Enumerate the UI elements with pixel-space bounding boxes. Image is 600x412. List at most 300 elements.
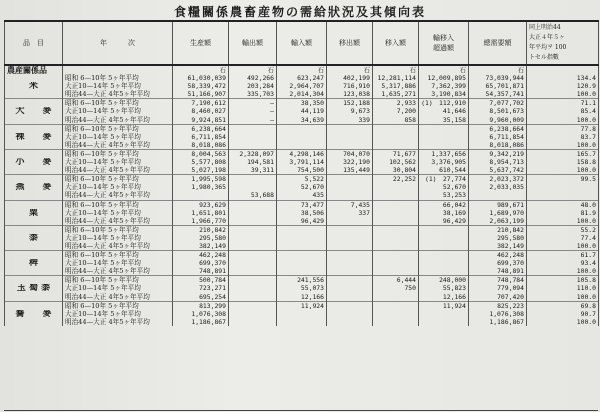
export-value: 53,688 (229, 191, 277, 200)
excess-value (419, 259, 469, 267)
index-value: 100.0 (527, 293, 599, 302)
move-out-value (327, 276, 373, 285)
unit-import: 石 (277, 65, 327, 74)
total-value: 8,018,086 (469, 141, 527, 150)
production-value: 462,248 (173, 251, 229, 260)
excess-value: 12,166 (419, 293, 469, 302)
index-value: 48.0 (527, 200, 599, 209)
move-out-value (327, 175, 373, 184)
move-in-value (373, 267, 419, 276)
import-value (277, 124, 327, 133)
import-value: 38,350 (277, 99, 327, 108)
excess-value: 55,823 (419, 284, 469, 292)
move-out-value (327, 141, 373, 150)
move-in-value: 71,677 (373, 149, 419, 158)
index-value: 69.8 (527, 301, 599, 310)
period-label: 昭和 6—10年 5ヶ年平均 (63, 124, 173, 133)
production-value: 1,076,308 (173, 310, 229, 318)
header-export: 輸出額 (229, 21, 277, 65)
move-in-value (373, 217, 419, 226)
export-value: — (229, 116, 277, 125)
production-value: 1,186,867 (173, 318, 229, 326)
period-label: 大正10—14年 5ヶ年平均 (63, 183, 173, 191)
export-value: 39,311 (229, 166, 277, 175)
index-value: 100.0 (527, 141, 599, 150)
move-in-value: 22,252 (373, 175, 419, 184)
table-row (5, 217, 599, 226)
index-value: 71.1 (527, 99, 599, 108)
excess-value: 35,158 (419, 116, 469, 125)
period-label: 昭和 6—10年 5ヶ年平均 (63, 74, 173, 82)
move-in-value (373, 200, 419, 209)
period-label: 明治44—大正 4年5ヶ年平均 (63, 116, 173, 125)
index-value (527, 191, 599, 200)
total-value: 8,954,713 (469, 158, 527, 166)
import-value (277, 310, 327, 318)
production-value: 748,891 (173, 267, 229, 276)
item-name: 米 (5, 82, 63, 90)
total-value: 65,701,871 (469, 82, 527, 90)
category-label: 農産關係品 (5, 65, 63, 74)
total-value: 462,248 (469, 251, 527, 260)
index-value: 99.5 (527, 175, 599, 184)
move-out-value: 7,435 (327, 200, 373, 209)
import-value: 2,014,304 (277, 90, 327, 99)
move-out-value (327, 259, 373, 267)
total-value: 8,501,673 (469, 107, 527, 115)
item-name: 玉 蜀 黍 (5, 284, 63, 292)
move-out-value: 704,070 (327, 149, 373, 158)
table-row (5, 175, 599, 184)
table-row (5, 158, 599, 166)
export-value (229, 183, 277, 191)
table-row (5, 209, 599, 217)
index-value: 77.8 (527, 124, 599, 133)
move-in-value: 30,804 (373, 166, 419, 175)
move-out-value (327, 251, 373, 260)
total-value: 1,076,308 (469, 310, 527, 318)
total-value: 54,357,741 (469, 90, 527, 99)
total-value: 2,033,035 (469, 183, 527, 191)
import-value (277, 141, 327, 150)
table-row (5, 183, 599, 191)
move-in-value (373, 209, 419, 217)
import-value: 44,119 (277, 107, 327, 115)
move-out-value (327, 293, 373, 302)
table-row (5, 234, 599, 242)
move-out-value (327, 225, 373, 234)
export-value: 2,328,097 (229, 149, 277, 158)
export-value (229, 259, 277, 267)
period-label: 明治44—大正 4年5ヶ年平均 (63, 191, 173, 200)
total-value: 7,077,702 (469, 99, 527, 108)
period-label: 明治44—大正 4年5ヶ年平均 (63, 293, 173, 302)
total-value: 9,342,219 (469, 149, 527, 158)
production-value: 5,577,808 (173, 158, 229, 166)
production-value: 1,980,365 (173, 183, 229, 191)
item-name: 裸 麥 (5, 133, 63, 141)
header-move-in: 移入額 (373, 21, 419, 65)
period-label: 明治44—大正 4年5ヶ年平均 (63, 217, 173, 226)
excess-value: 66,042 (419, 200, 469, 209)
total-value: 748,784 (469, 276, 527, 285)
table-row (5, 99, 599, 108)
table-row (5, 284, 599, 292)
total-value: 989,671 (469, 200, 527, 209)
import-value: 2,964,707 (277, 82, 327, 90)
move-out-value (327, 191, 373, 200)
period-label: 昭和 6—10年 5ヶ年平均 (63, 149, 173, 158)
period-label: 明治44—大正 4年5ヶ年平均 (63, 242, 173, 251)
move-out-value: 402,199 (327, 74, 373, 82)
period-label: 明治44—大正 4年5ヶ年平均 (63, 267, 173, 276)
move-in-value (373, 310, 419, 318)
header-row (5, 21, 599, 65)
header-total: 總需要額 (469, 21, 527, 65)
total-value: 382,149 (469, 242, 527, 251)
unit-export: 石 (229, 65, 277, 74)
move-in-value (373, 242, 419, 251)
import-value: 623,247 (277, 74, 327, 82)
production-value: 1,995,598 (173, 175, 229, 184)
period-label: 大正10—14年 5ヶ年平均 (63, 107, 173, 115)
production-value: 1,966,770 (173, 217, 229, 226)
production-value: 210,842 (173, 225, 229, 234)
index-value: 100.0 (527, 318, 599, 326)
move-out-value (327, 183, 373, 191)
table-row (5, 191, 599, 200)
unit-production: 石 (173, 65, 229, 74)
total-value: 295,580 (469, 234, 527, 242)
table-row (5, 310, 599, 318)
header-excess-bottom: 超過額 (433, 44, 454, 52)
unit-move-in: 石 (373, 65, 419, 74)
period-label: 大正10—14年 5ヶ年平均 (63, 133, 173, 141)
period-label: 明治44—大正 4年5ヶ年平均 (63, 141, 173, 150)
production-value: 1,651,801 (173, 209, 229, 217)
import-value: 754,500 (277, 166, 327, 175)
move-out-value (327, 284, 373, 292)
table-row (5, 318, 599, 326)
period-label: 大正10—14年 5ヶ年平均 (63, 234, 173, 242)
export-value (229, 200, 277, 209)
move-out-value: 152,188 (327, 99, 373, 108)
total-value: 779,094 (469, 284, 527, 292)
export-value (229, 284, 277, 292)
production-value: 8,004,563 (173, 149, 229, 158)
production-value: 923,629 (173, 200, 229, 209)
table-row (5, 267, 599, 276)
move-in-value: 6,444 (373, 276, 419, 285)
move-in-value: 102,562 (373, 158, 419, 166)
excess-value (419, 242, 469, 251)
move-in-value: 12,281,114 (373, 74, 419, 82)
item-name: 蕎 麥 (5, 310, 63, 318)
export-value (229, 175, 277, 184)
export-value (229, 293, 277, 302)
move-in-value (373, 234, 419, 242)
import-value (277, 133, 327, 141)
table-row (5, 141, 599, 150)
export-value (229, 242, 277, 251)
table-row (5, 166, 599, 175)
period-label: 明治44—大正 4年5ヶ年平均 (63, 318, 173, 326)
table-row (5, 276, 599, 285)
move-out-value (327, 217, 373, 226)
period-label: 昭和 6—10年 5ヶ年平均 (63, 276, 173, 285)
index-value: 100.0 (527, 242, 599, 251)
export-value (229, 310, 277, 318)
move-out-value (327, 267, 373, 276)
index-value: 93.4 (527, 259, 599, 267)
move-in-value (373, 225, 419, 234)
item-name: 燕 麥 (5, 183, 63, 191)
move-out-value: 322,190 (327, 158, 373, 166)
move-out-value (327, 242, 373, 251)
index-value: 61.7 (527, 251, 599, 260)
production-value: 382,149 (173, 242, 229, 251)
header-index (527, 21, 599, 65)
unit-excess: 石 (419, 65, 469, 74)
import-value (277, 318, 327, 326)
excess-value: 53,253 (419, 191, 469, 200)
index-value: 100.0 (527, 217, 599, 226)
import-value (277, 267, 327, 276)
export-value: — (229, 107, 277, 115)
move-in-value (373, 293, 419, 302)
total-value: 5,637,742 (469, 166, 527, 175)
export-value (229, 301, 277, 310)
excess-value: 11,924 (419, 301, 469, 310)
index-value: 165.7 (527, 149, 599, 158)
excess-value: 41,646 (419, 107, 469, 115)
import-value: 52,670 (277, 183, 327, 191)
supply-demand-table (4, 20, 599, 326)
export-value (229, 251, 277, 260)
move-out-value: 716,910 (327, 82, 373, 90)
total-value: 2,063,199 (469, 217, 527, 226)
header-excess-top: 輸移入 (433, 34, 454, 42)
excess-value: (1) 27,774 (419, 175, 469, 184)
export-value (229, 133, 277, 141)
excess-value: 96,429 (419, 217, 469, 226)
item-name: 黍 (5, 234, 63, 242)
production-value: 6,238,664 (173, 124, 229, 133)
import-value (277, 234, 327, 242)
production-value: 9,924,851 (173, 116, 229, 125)
index-value: 100.0 (527, 166, 599, 175)
excess-value (419, 267, 469, 276)
total-value: 825,223 (469, 301, 527, 310)
move-in-value (373, 141, 419, 150)
item-name: 大 麥 (5, 107, 63, 115)
header-move-out: 移出額 (327, 21, 373, 65)
excess-value: 610,544 (419, 166, 469, 175)
import-value: 55,073 (277, 284, 327, 292)
import-value: 4,298,146 (277, 149, 327, 158)
header-item: 品 目 (5, 21, 63, 65)
move-out-value: 339 (327, 116, 373, 125)
header-period: 年 次 (63, 21, 173, 65)
excess-value (419, 234, 469, 242)
index-value: 134.4 (527, 74, 599, 82)
period-label: 大正10—14年 5ヶ年平均 (63, 82, 173, 90)
header-excess (419, 21, 469, 65)
import-value (277, 251, 327, 260)
index-value (527, 183, 599, 191)
total-value: 699,370 (469, 259, 527, 267)
header-production: 生産額 (173, 21, 229, 65)
move-in-value: 750 (373, 284, 419, 292)
index-value: 83.7 (527, 133, 599, 141)
export-value: 203,284 (229, 82, 277, 90)
index-value: 100.0 (527, 90, 599, 99)
export-value (229, 141, 277, 150)
index-value: 110.0 (527, 284, 599, 292)
import-value: 241,556 (277, 276, 327, 285)
export-value: 492,266 (229, 74, 277, 82)
total-value: 9,960,009 (469, 116, 527, 125)
item-name: 粟 (5, 209, 63, 217)
excess-value (419, 133, 469, 141)
excess-value: 7,362,399 (419, 82, 469, 90)
move-in-value (373, 251, 419, 260)
header-index-3: 年平均ヲ 100 (529, 44, 567, 51)
import-value (277, 225, 327, 234)
period-label: 昭和 6—10年 5ヶ年平均 (63, 225, 173, 234)
period-label: 昭和 6—10年 5ヶ年平均 (63, 175, 173, 184)
header-index-2: 大正４年５ヶ (529, 34, 566, 41)
import-value: 73,477 (277, 200, 327, 209)
total-value: 73,039,944 (469, 74, 527, 82)
export-value: 194,581 (229, 158, 277, 166)
table-row (5, 116, 599, 125)
table-row (5, 133, 599, 141)
table-row (5, 259, 599, 267)
period-label: 昭和 6—10年 5ヶ年平均 (63, 251, 173, 260)
move-out-value: 123,038 (327, 90, 373, 99)
table-body (5, 65, 599, 326)
production-value: 7,190,612 (173, 99, 229, 108)
index-value: 100.0 (527, 267, 599, 276)
move-out-value (327, 301, 373, 310)
production-value: 58,339,472 (173, 82, 229, 90)
import-value: 3,791,114 (277, 158, 327, 166)
excess-value: 38,169 (419, 209, 469, 217)
export-value: — (229, 99, 277, 108)
move-out-value: 135,449 (327, 166, 373, 175)
index-value: 158.8 (527, 158, 599, 166)
export-value (229, 276, 277, 285)
move-out-value (327, 310, 373, 318)
excess-value: 248,000 (419, 276, 469, 285)
move-out-value (327, 124, 373, 133)
period-label: 大正10—14年 5ヶ年平均 (63, 259, 173, 267)
move-in-value (373, 191, 419, 200)
period-label: 昭和 6—10年 5ヶ年平均 (63, 99, 173, 108)
table-row (5, 200, 599, 209)
unit-total: 石 (469, 65, 527, 74)
production-value: 699,370 (173, 259, 229, 267)
excess-value (419, 251, 469, 260)
period-label: 大正10—14年 5ヶ年平均 (63, 158, 173, 166)
move-in-value (373, 301, 419, 310)
period-label: 昭和 6—10年 5ヶ年平均 (63, 200, 173, 209)
period-label: 昭和 6—10年 5ヶ年平均 (63, 301, 173, 310)
production-value (173, 191, 229, 200)
move-out-value (327, 234, 373, 242)
excess-value: 3,376,905 (419, 158, 469, 166)
move-in-value (373, 183, 419, 191)
total-value (469, 191, 527, 200)
import-value: 435 (277, 191, 327, 200)
production-value: 6,711,854 (173, 133, 229, 141)
production-value: 295,580 (173, 234, 229, 242)
excess-value (419, 318, 469, 326)
excess-value: 52,670 (419, 183, 469, 191)
export-value (229, 124, 277, 133)
move-out-value (327, 318, 373, 326)
production-value: 695,254 (173, 293, 229, 302)
export-value (229, 318, 277, 326)
export-value (229, 267, 277, 276)
table-row (5, 107, 599, 115)
table-row (5, 149, 599, 158)
index-value: 85.4 (527, 107, 599, 115)
export-value (229, 234, 277, 242)
unit-move-out: 石 (327, 65, 373, 74)
item-name: 小 麥 (5, 158, 63, 166)
production-value: 8,018,086 (173, 141, 229, 150)
table-row (5, 293, 599, 302)
index-value: 77.4 (527, 234, 599, 242)
import-value: 5,522 (277, 175, 327, 184)
index-value: 90.7 (527, 310, 599, 318)
table-row (5, 82, 599, 90)
production-value: 723,271 (173, 284, 229, 292)
move-in-value: 5,317,886 (373, 82, 419, 90)
period-label: 大正10—14年 5ヶ年平均 (63, 209, 173, 217)
table-title: 食糧關係農畜産物の需給狀況及其傾向表 (173, 5, 426, 19)
production-value: 51,166,907 (173, 90, 229, 99)
import-value: 96,429 (277, 217, 327, 226)
move-in-value: 1,635,271 (373, 90, 419, 99)
move-in-value (373, 124, 419, 133)
total-value: 2,023,372 (469, 175, 527, 184)
total-value: 1,689,970 (469, 209, 527, 217)
total-value: 210,842 (469, 225, 527, 234)
move-in-value: 7,200 (373, 107, 419, 115)
move-in-value: 858 (373, 116, 419, 125)
header-import: 輸入額 (277, 21, 327, 65)
index-value: 105.8 (527, 276, 599, 285)
excess-value (419, 225, 469, 234)
move-out-value: 9,673 (327, 107, 373, 115)
production-value: 8,460,027 (173, 107, 229, 115)
move-out-value (327, 133, 373, 141)
export-value: 335,703 (229, 90, 277, 99)
move-in-value (373, 259, 419, 267)
import-value (277, 242, 327, 251)
production-value: 61,030,039 (173, 74, 229, 82)
period-label: 明治44—大正 4年5ヶ年平均 (63, 90, 173, 99)
index-value: 120.9 (527, 82, 599, 90)
table-row (5, 124, 599, 133)
move-in-value (373, 133, 419, 141)
move-in-value (373, 318, 419, 326)
import-value: 11,924 (277, 301, 327, 310)
excess-value (419, 124, 469, 133)
